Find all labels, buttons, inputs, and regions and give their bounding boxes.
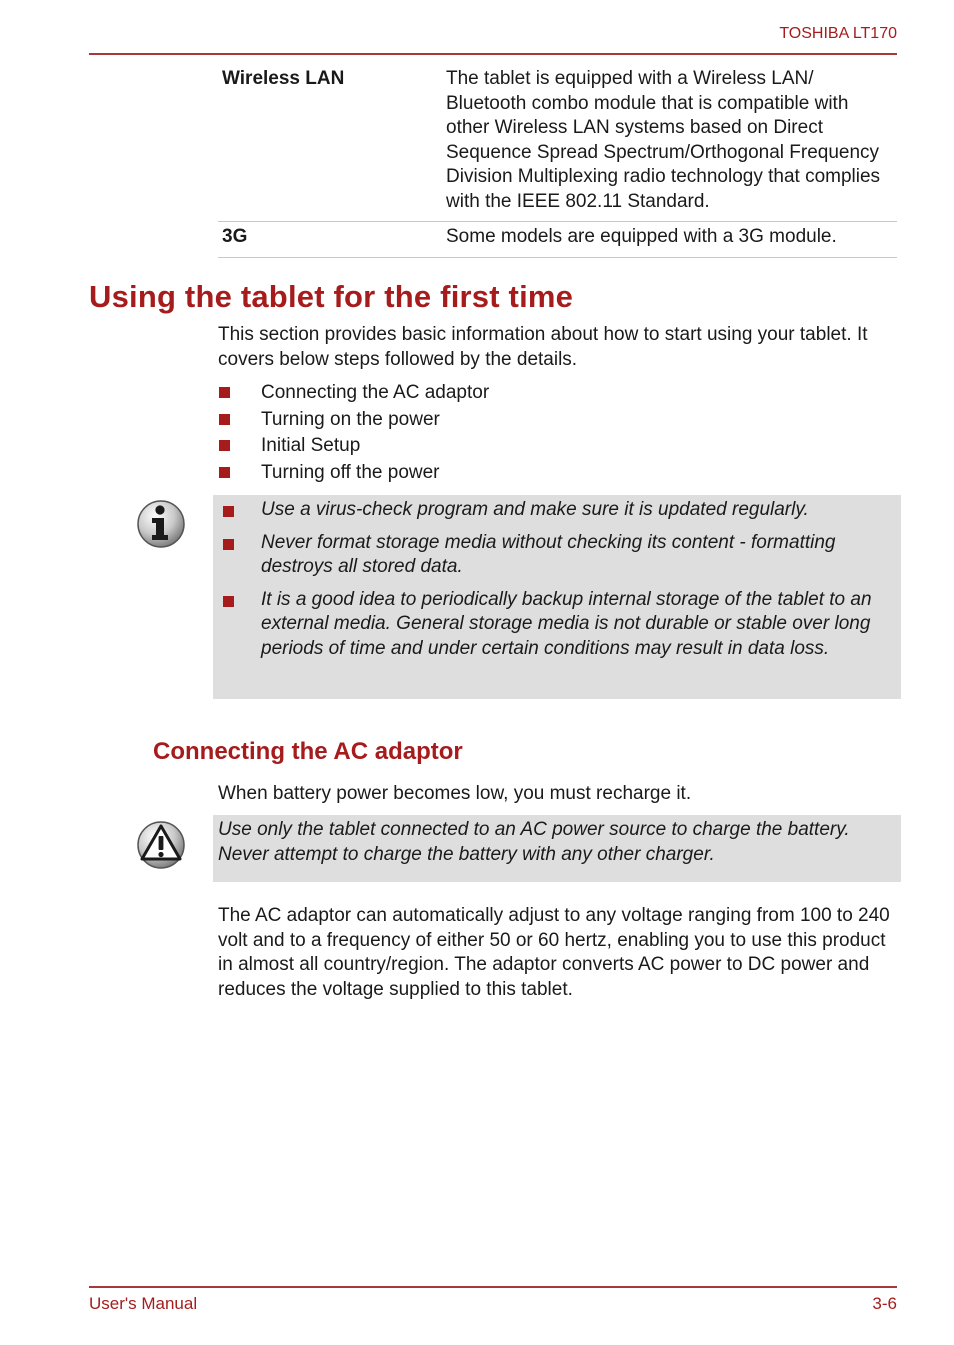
spec-label-3g: 3G [218,222,446,258]
steps-list [218,380,489,486]
note-text: Use a virus-check program and make sure it is updated regularly. [261,499,809,520]
bullet-square-icon [219,467,230,478]
bullet-square-icon [223,506,234,517]
list-item [218,460,489,487]
bullet-square-icon [219,440,230,451]
list-item [218,380,489,407]
table-row [218,64,897,222]
table-row [218,222,897,258]
step-label: Initial Setup [261,435,361,456]
spec-desc-3g: Some models are equipped with a 3G module. [446,222,897,258]
section-intro: This section provides basic information about how to start using your tablet. It covers below steps followed by the details. [218,324,868,370]
list-item [218,407,489,434]
warning-text: Use only the tablet connected to an AC power source to charge the battery. Never attempt to charge the battery with any other charger. [218,819,850,865]
step-label: Turning on the power [261,408,440,430]
footer-manual-label: User's Manual [89,1294,198,1313]
recharge-text: When battery power becomes low, you must recharge it. [218,783,692,804]
list-item [218,498,891,523]
section-title: Using the tablet for the first time [89,279,574,314]
page-number: 3-6 [872,1294,897,1313]
header-rule [89,53,897,55]
warning-icon [136,819,186,871]
bullet-square-icon [219,414,230,425]
list-item [218,588,891,662]
spec-table [218,64,897,258]
subsection-title: Connecting the AC adaptor [153,738,463,765]
header-brand: TOSHIBA LT170 [779,25,897,42]
spec-label-wireless-lan: Wireless LAN [218,64,446,222]
list-item [218,433,489,460]
step-label: Turning off the power [261,461,440,483]
info-note [213,495,901,699]
adaptor-text: The AC adaptor can automatically adjust to any voltage ranging from 100 to 240 volt and to a frequency of either 50 or 60 hertz, enabling you to use this product in almost all country/region. The adaptor converts AC power to DC power and reduces the voltage supplied to this tablet. [218,905,890,1000]
bullet-square-icon [223,596,234,607]
bullet-square-icon [219,387,230,398]
list-item [218,531,891,580]
spec-desc-wireless-lan: The tablet is equipped with a Wireless LAN/ Bluetooth combo module that is compatible with other Wireless LAN systems based on Direct Sequence Spread Spectrum/Orthogonal Frequency Division Multiplexing radio technology that complies with the IEEE 802.11 Standard. [446,64,897,222]
footer-rule [89,1286,897,1288]
bullet-square-icon [223,539,234,550]
note-text: It is a good idea to periodically backup internal storage of the tablet to an external media. General storage media is not durable or stable over long periods of time and under certain conditions may result in data loss. [261,588,872,659]
note-text: Never format storage media without checking its content - formatting destroys all stored data. [261,531,836,577]
info-icon [136,497,186,551]
warning-note [213,815,901,882]
step-label: Connecting the AC adaptor [261,382,490,403]
